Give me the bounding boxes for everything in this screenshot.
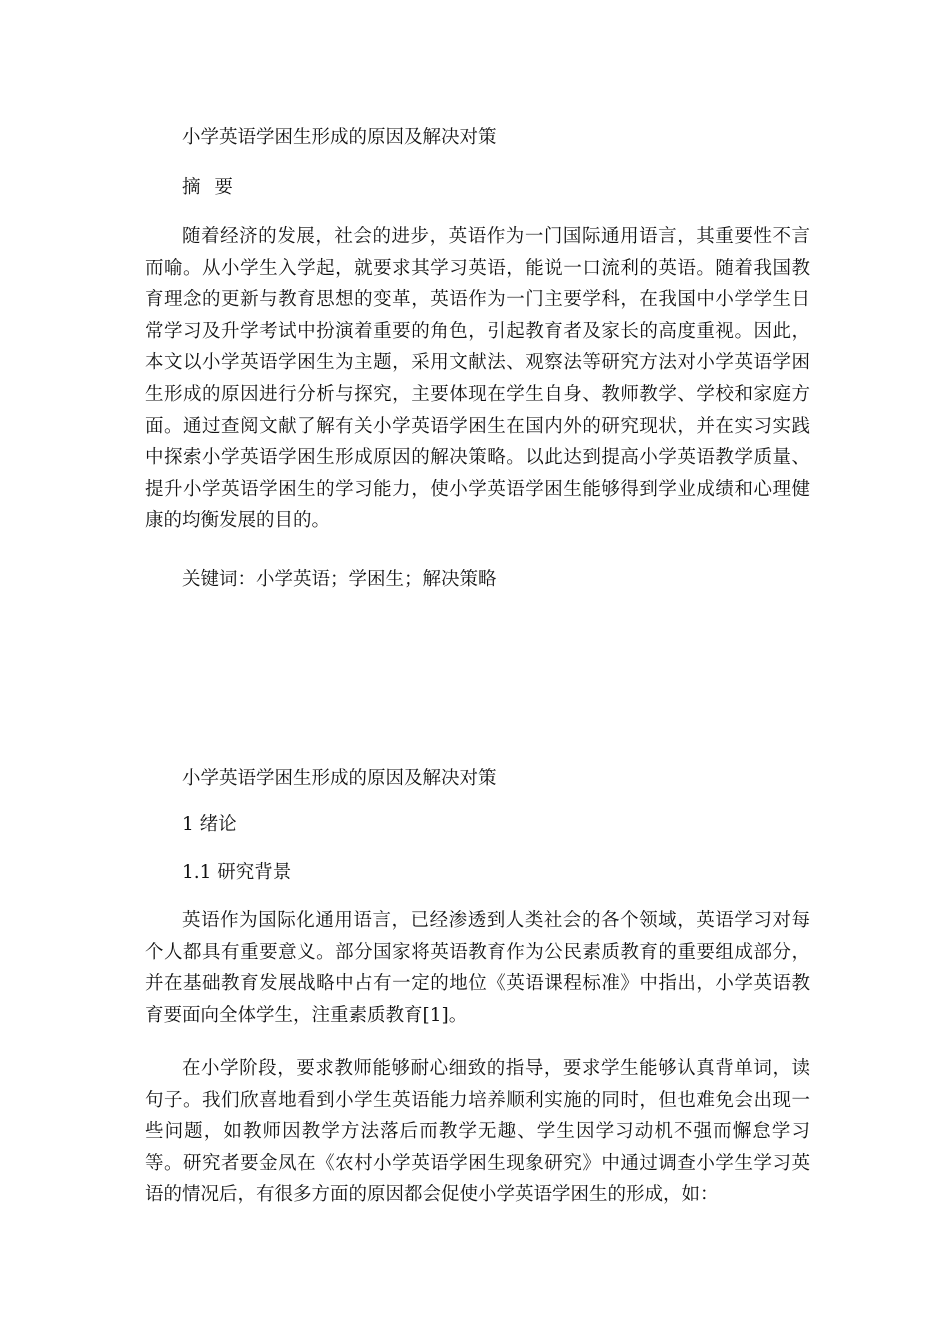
abstract-heading: 摘 要 xyxy=(182,177,237,198)
section-heading: 1.1 研究背景 xyxy=(182,862,292,883)
keywords-line: 关键词：小学英语；学困生；解决策略 xyxy=(182,569,497,590)
body-paragraph: 英语作为国际化通用语言，已经渗透到人类社会的各个领域，英语学习对每个人都具有重要意义。部分国家将英语教育作为公民素质教育的重要组成部分，并在基础教育发展战略中占有一定的地位《英语课程标准》中指出，小学英语教育要面向全体学生，注重素质教育[1]。 xyxy=(145,910,810,1026)
cover-title: 小学英语学困生形成的原因及解决对策 xyxy=(182,127,497,148)
body-paragraph: 在小学阶段，要求教师能够耐心细致的指导，要求学生能够认真背单词，读句子。我们欣喜地看到小学生英语能力培养顺利实施的同时，但也难免会出现一些问题，如教师因教学方法落后而教学无趣、学生因学习动机不强而懈怠学习等。研究者要金凤在《农村小学英语学困生现象研究》中通过调查小学生学习英语的情况后，有很多方面的原因都会促使小学英语学困生的形成，如： xyxy=(145,1058,810,1206)
body-title: 小学英语学困生形成的原因及解决对策 xyxy=(182,768,497,789)
chapter-heading: 1 绪论 xyxy=(182,814,237,835)
abstract-paragraph: 随着经济的发展，社会的进步，英语作为一门国际通用语言，其重要性不言而喻。从小学生入学起，就要求其学习英语，能说一口流利的英语。随着我国教育理念的更新与教育思想的变革，英语作为一门主要学科，在我国中小学学生日常学习及升学考试中扮演着重要的角色，引起教育者及家长的高度重视。因此，本文以小学英语学困生为主题，采用文献法、观察法等研究方法对小学英语学困生形成的原因进行分析与探究，主要体现在学生自身、教师教学、学校和家庭方面。通过查阅文献了解有关小学英语学困生在国内外的研究现状，并在实习实践中探索小学英语学困生形成原因的解决策略。以此达到提高小学英语教学质量、提升小学英语学困生的学习能力，使小学英语学困生能够得到学业成绩和心理健康的均衡发展的目的。 xyxy=(145,226,810,532)
